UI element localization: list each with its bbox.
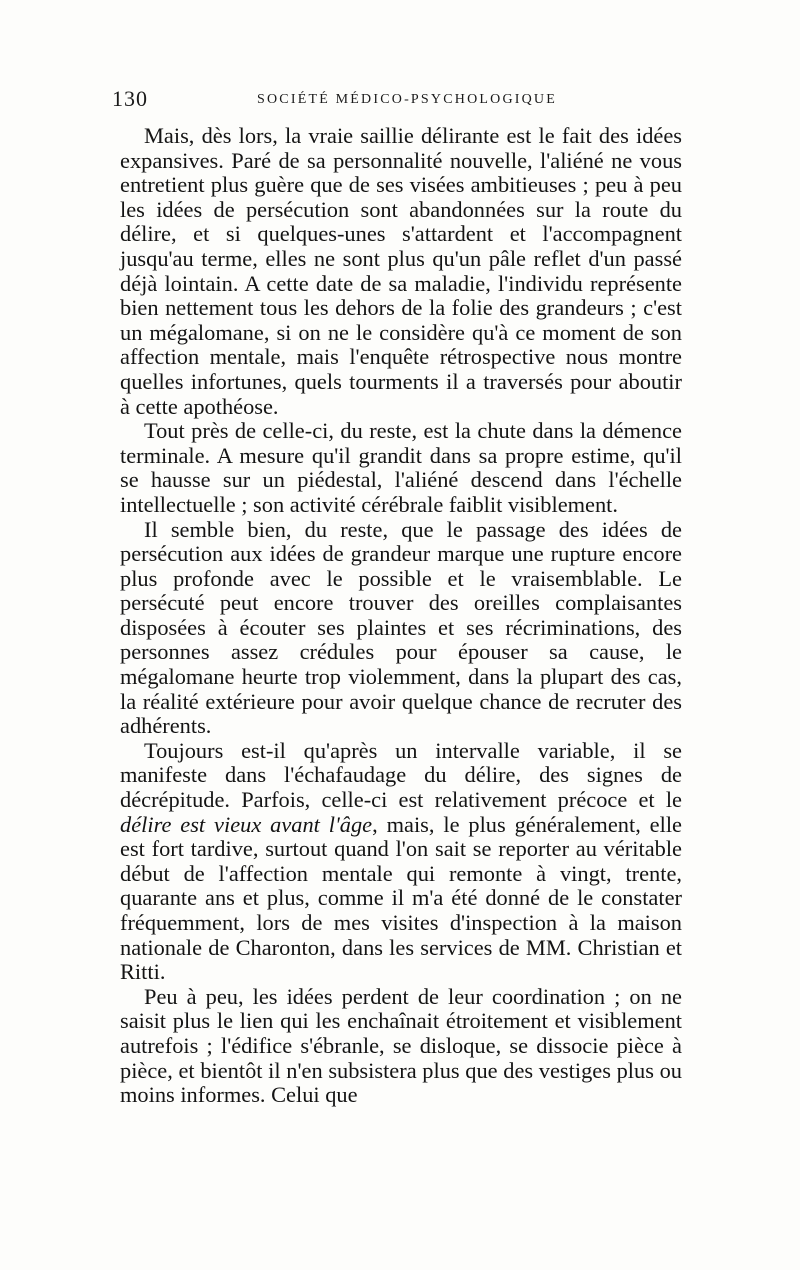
- paragraph-4: [120, 739, 682, 985]
- paragraph-4-italic-phrase: délire est vieux avant l'âge: [120, 811, 373, 837]
- page-number: 130: [112, 86, 148, 111]
- paragraph-5: Peu à peu, les idées perdent de leur coordination ; on ne saisit plus le lien qui les enchaînait étroitement et visiblement autrefois ; l'édifice s'ébranle, se disloque, se dissocie pièce à pièce, et bientôt il n'en subsistera plus que des vestiges plus ou moins informes. Celui que: [120, 983, 682, 1108]
- journal-title: SOCIÉTÉ MÉDICO-PSYCHOLOGIQUE: [257, 92, 557, 107]
- body-text: [120, 124, 682, 1108]
- paragraph-4-text-end: , mais, le plus généralement, elle est fort tardive, surtout quand l'on sait se reporter au véritable début de l'affection mentale qui remonte à vingt, trente, quarante ans et plus, comme il m'a été donné de le constater fréquemment, lors de mes visites d'inspection à la maison nationale de Charonton, dans les services de MM. Christian et Ritti.: [120, 811, 682, 985]
- paragraph-4-text-start: Toujours est-il qu'après un intervalle variable, il se manifeste dans l'échafaudage du délire, des signes de décrépitude. Parfois, celle-ci est relativement précoce et le: [120, 737, 682, 813]
- paragraph-1: Mais, dès lors, la vraie saillie délirante est le fait des idées expansives. Paré de sa personnalité nouvelle, l'aliéné ne vous entretient plus guère que de ses visées ambitieuses ; peu à peu les idées de persécution sont abandonnées sur la route du délire, et si quelques-unes s'attardent et l'accompagnent jusqu'au terme, elles ne sont plus qu'un pâle reflet d'un passé déjà lointain. A cette date de sa maladie, l'individu représente bien nettement tous les dehors de la folie des grandeurs ; c'est un mégalomane, si on ne le considère qu'à ce moment de son affection mentale, mais l'enquête rétrospective nous montre quelles infortunes, quels tourments il a traversés pour aboutir à cette apothéose.: [120, 123, 682, 419]
- paragraph-2: Tout près de celle-ci, du reste, est la chute dans la démence terminale. A mesure qu'il grandit dans sa propre estime, qu'il se hausse sur un piédestal, l'aliéné descend dans l'échelle intellectuelle ; son activité cérébrale faiblit visiblement.: [120, 418, 682, 517]
- paragraph-3: Il semble bien, du reste, que le passage des idées de persécution aux idées de grandeur marque une rupture encore plus profonde avec le possible et le vraisemblable. Le persécuté peut encore trouver des oreilles complaisantes disposées à écouter ses plaintes et ses récriminations, des personnes assez crédules pour épouser sa cause, le mégalomane heurte trop violemment, dans la plupart des cas, la réalité extérieure pour avoir quelque chance de recruter des adhérents.: [120, 516, 682, 739]
- running-head: [112, 86, 682, 116]
